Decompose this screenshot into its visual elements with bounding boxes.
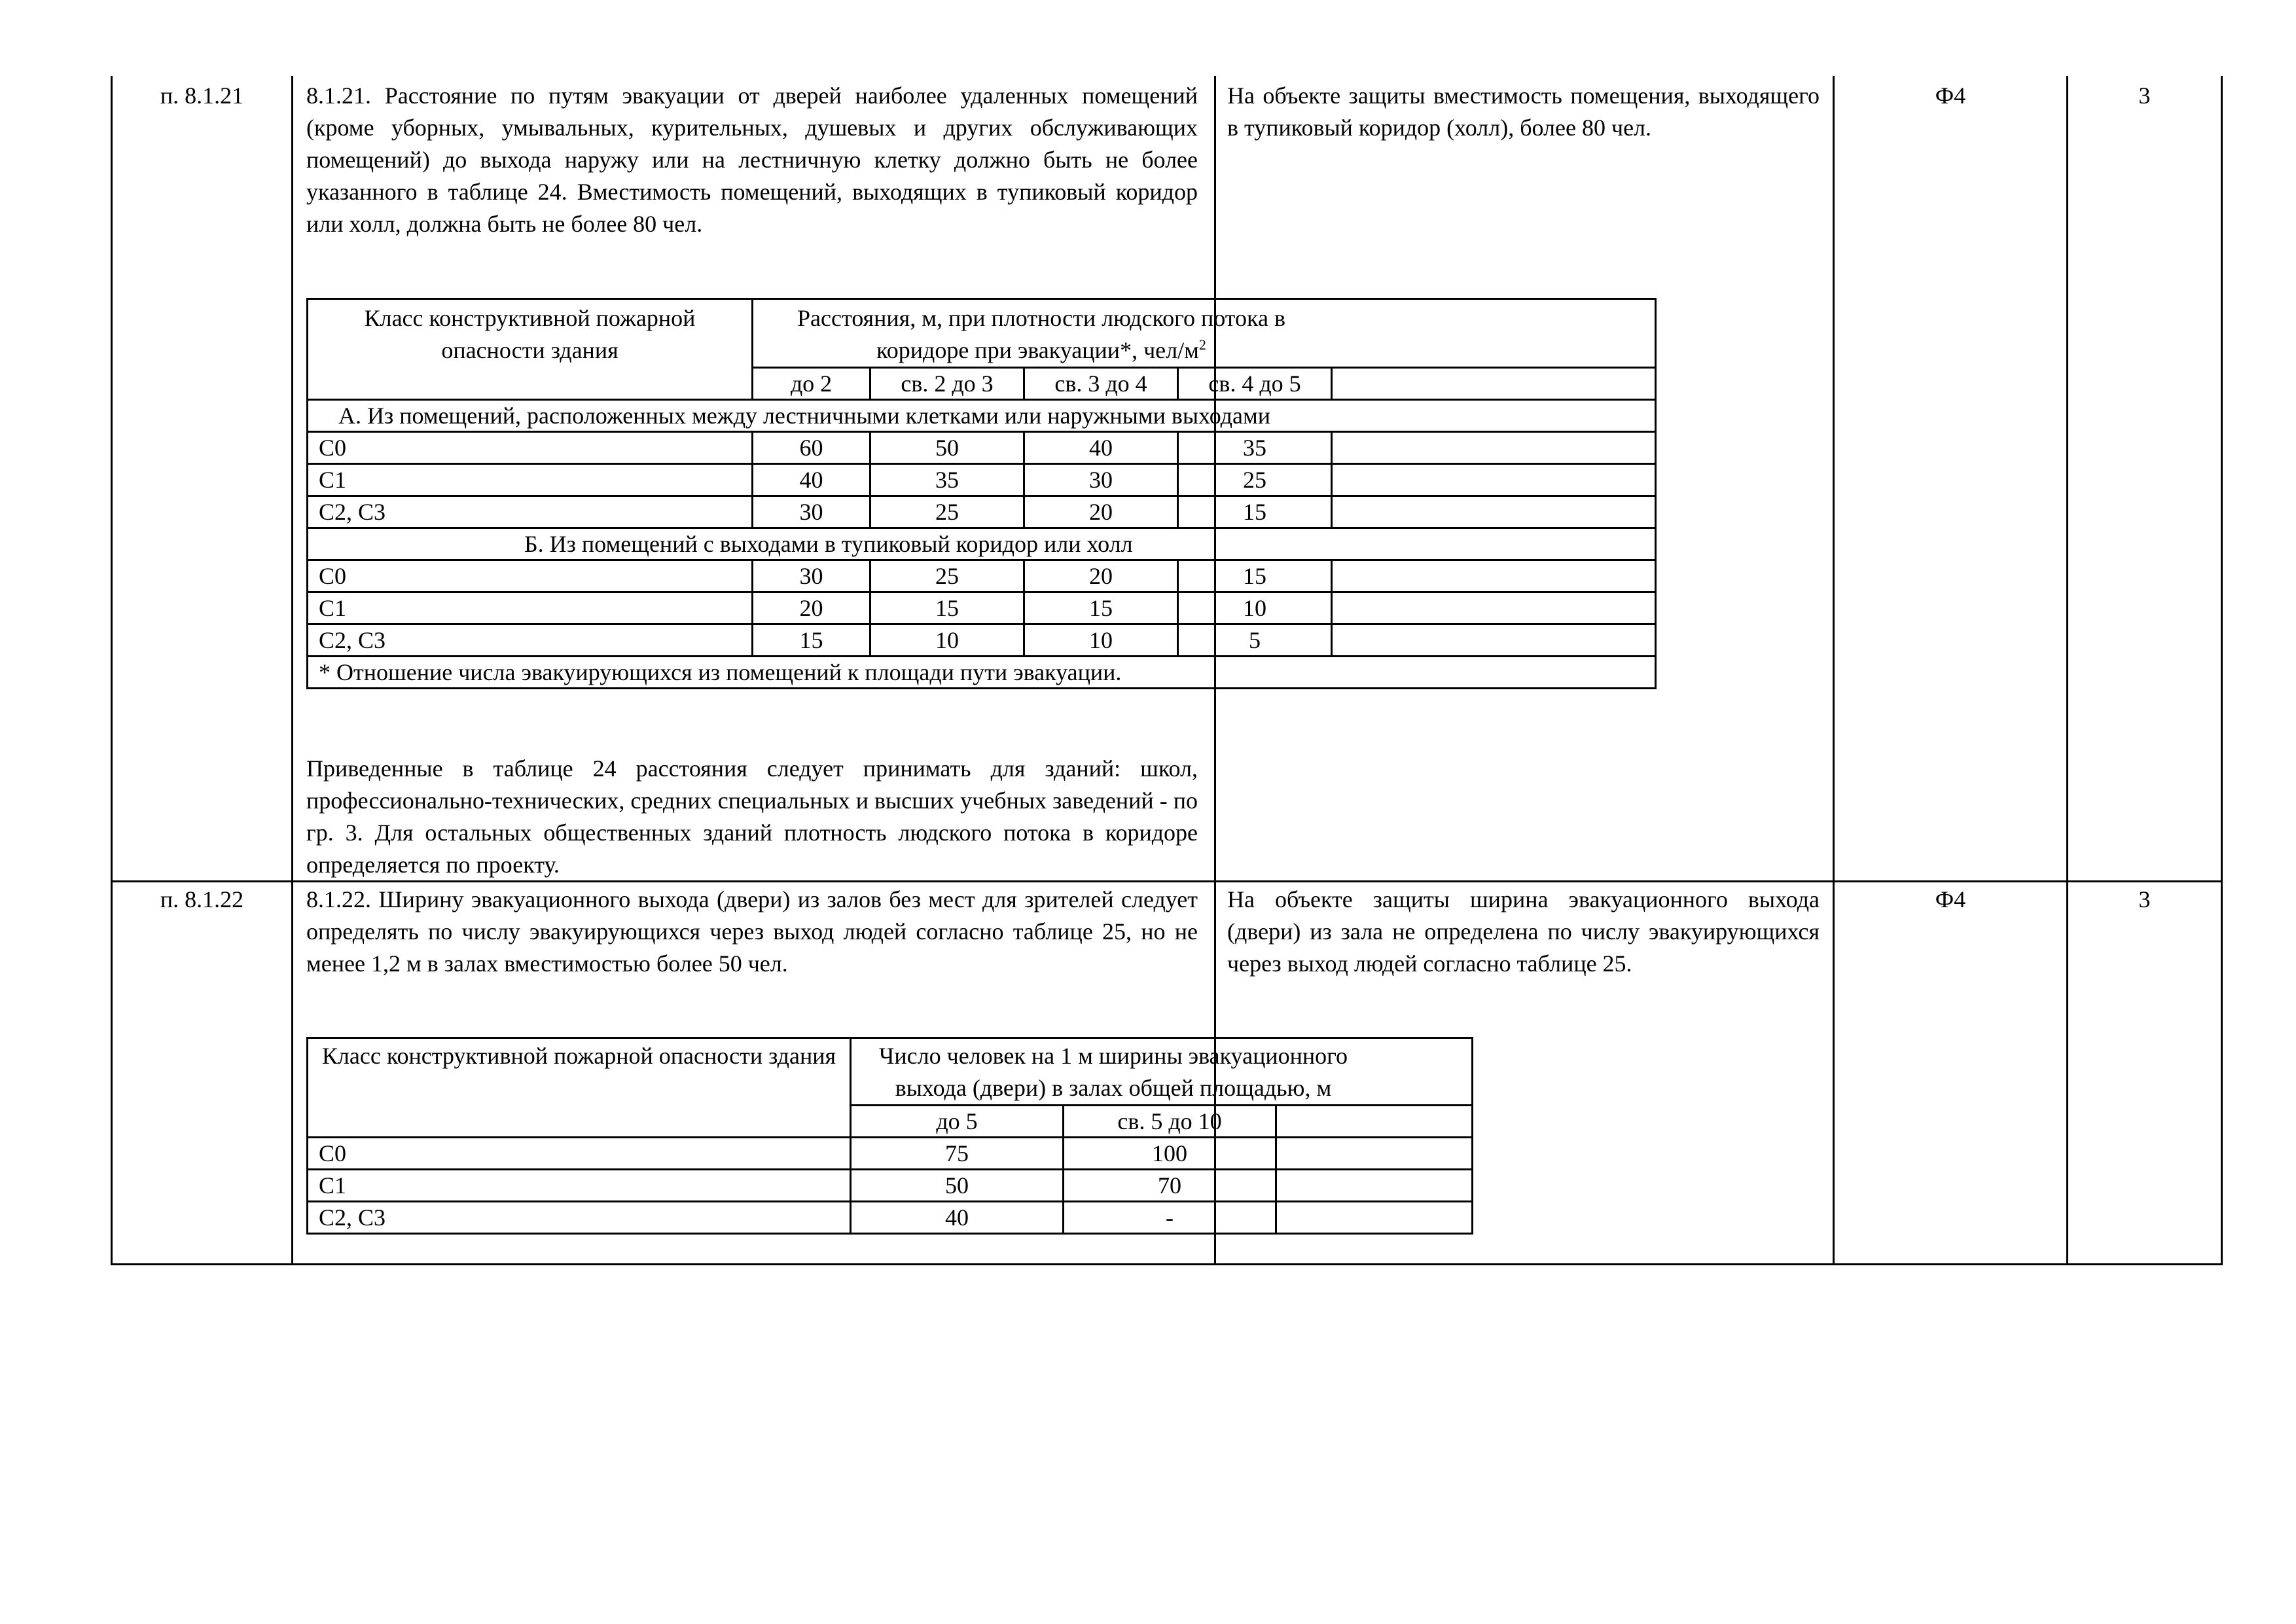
table24-cell-class: С0 <box>308 432 753 464</box>
table24-header-unit-sup: 2 <box>1198 336 1206 353</box>
table24-cell-class: С1 <box>308 464 753 496</box>
table24-cell: 35 <box>870 464 1024 496</box>
table24-cell: 15 <box>1178 560 1332 592</box>
table24-col-header: св. 3 до 4 <box>1024 368 1178 400</box>
table25-cell: 100 <box>1064 1138 1276 1170</box>
table-row <box>308 592 1656 624</box>
table25 <box>306 1037 1473 1235</box>
table-row <box>308 432 1656 464</box>
table24-section-a: А. Из помещений, расположенных между лестничными клетками или наружными выходами <box>338 403 1271 429</box>
table25-header-class: Класс конструктивной пожарной опасности здания <box>321 1043 836 1069</box>
row2-violation: На объекте защиты ширина эвакуационного выхода (двери) из зала не определена по числу эвакуирующихся через выход людей согласно таблице 25. <box>1227 886 1820 977</box>
table24-cell: 25 <box>1178 464 1332 496</box>
table24-cell: 15 <box>1024 592 1178 624</box>
row1-ref: п. 8.1.21 <box>160 82 244 109</box>
table24-cell: 10 <box>1024 624 1178 657</box>
table-row <box>308 560 1656 592</box>
row2-requirement-cell <box>293 882 1348 1263</box>
table24-cell: 10 <box>870 624 1024 657</box>
table25-cell: 40 <box>851 1202 1064 1234</box>
table-row <box>308 624 1656 657</box>
table24-cell-class: С2, С3 <box>308 496 753 528</box>
table25-cell: 70 <box>1064 1170 1276 1202</box>
table25-header-people: Число человек на 1 м ширины эвакуационного выхода (двери) в залах общей площадью, м <box>878 1043 1348 1101</box>
table25-cell: - <box>1064 1202 1276 1234</box>
grid-line-bottom <box>111 1263 2223 1265</box>
table-row <box>308 464 1656 496</box>
row1-requirement-para2: Приведенные в таблице 24 расстояния следует принимать для зданий: школ, профессионально-технических, средних специальных и высших учебных заведений - по гр. 3. Для остальных общественных зданий плотность людского потока в коридоре определяется по проекту. <box>306 755 1198 878</box>
row2-score: 3 <box>2138 886 2151 912</box>
table24-cell: 60 <box>753 432 870 464</box>
grid-line-left <box>111 76 113 1265</box>
table24-cell-class: С1 <box>308 592 753 624</box>
table24-cell: 30 <box>753 560 870 592</box>
table24 <box>306 298 1657 689</box>
row2-requirement-para1: 8.1.22. Ширину эвакуационного выхода (двери) из залов без мест для зрителей следует определять по числу эвакуирующихся через выход людей согласно таблице 25, но не менее 1,2 м в залах вместимостью более 50 чел. <box>306 886 1198 977</box>
table24-cell: 50 <box>870 432 1024 464</box>
table24-col-header: до 2 <box>753 368 870 400</box>
row1-category: Ф4 <box>1935 82 1966 109</box>
table24-cell: 30 <box>753 496 870 528</box>
row2-category: Ф4 <box>1935 886 1966 912</box>
table24-header-dist: Расстояния, м, при плотности людского потока в коридоре при эвакуации*, <box>797 305 1285 363</box>
table-row <box>308 1202 1473 1234</box>
table24-cell: 20 <box>1024 560 1178 592</box>
table24-cell-class: С0 <box>308 560 753 592</box>
row1-requirement-cell <box>293 76 1301 880</box>
table24-header-unit: чел/м <box>1143 337 1199 363</box>
table24-cell: 15 <box>1178 496 1332 528</box>
table-row <box>308 1138 1473 1170</box>
table25-col-header: св. 5 до 10 <box>1064 1106 1276 1138</box>
table-row <box>308 496 1656 528</box>
table24-col-header: св. 2 до 3 <box>870 368 1024 400</box>
row2-ref: п. 8.1.22 <box>160 886 244 912</box>
row1-violation: На объекте защиты вместимость помещения, выходящего в тупиковый коридор (холл), более 80 чел. <box>1227 82 1820 141</box>
table24-cell: 40 <box>1024 432 1178 464</box>
grid-line-col4 <box>2066 76 2068 1265</box>
table24-footnote: * Отношение числа эвакуирующихся из помещений к площади пути эвакуации. <box>319 659 1122 685</box>
table25-cell: 50 <box>851 1170 1064 1202</box>
table24-col-header: св. 4 до 5 <box>1178 368 1332 400</box>
table24-cell: 15 <box>870 592 1024 624</box>
row1-score: 3 <box>2138 82 2151 109</box>
table25-cell-class: С2, С3 <box>308 1202 851 1234</box>
table24-cell: 20 <box>753 592 870 624</box>
table24-cell: 10 <box>1178 592 1332 624</box>
table24-cell: 25 <box>870 560 1024 592</box>
table24-section-b: Б. Из помещений с выходами в тупиковый коридор или холл <box>524 531 1133 557</box>
table25-cell-class: С0 <box>308 1138 851 1170</box>
table-row <box>308 1170 1473 1202</box>
grid-line-col3 <box>1833 76 1835 1265</box>
table25-cell: 75 <box>851 1138 1064 1170</box>
table24-cell: 5 <box>1178 624 1332 657</box>
table25-cell-class: С1 <box>308 1170 851 1202</box>
table24-cell: 35 <box>1178 432 1332 464</box>
grid-line-right <box>2221 76 2223 1265</box>
table24-cell: 20 <box>1024 496 1178 528</box>
table24-header-class: Класс конструктивной пожарной опасности здания <box>364 305 696 363</box>
table24-cell: 15 <box>753 624 870 657</box>
table24-cell: 25 <box>870 496 1024 528</box>
table24-cell-class: С2, С3 <box>308 624 753 657</box>
table24-cell: 30 <box>1024 464 1178 496</box>
table24-cell: 40 <box>753 464 870 496</box>
row1-requirement-para1: 8.1.21. Расстояние по путям эвакуации от дверей наиболее удаленных помещений (кроме уборных, умывальных, курительных, душевых и других обслуживающих помещений) до выхода наружу или на лестничную клетку должно быть не более указанного в таблице 24. Вместимость помещений, выходящих в тупиковый коридор или холл, должна быть не более 80 чел. <box>306 82 1198 237</box>
table25-col-header: до 5 <box>851 1106 1064 1138</box>
